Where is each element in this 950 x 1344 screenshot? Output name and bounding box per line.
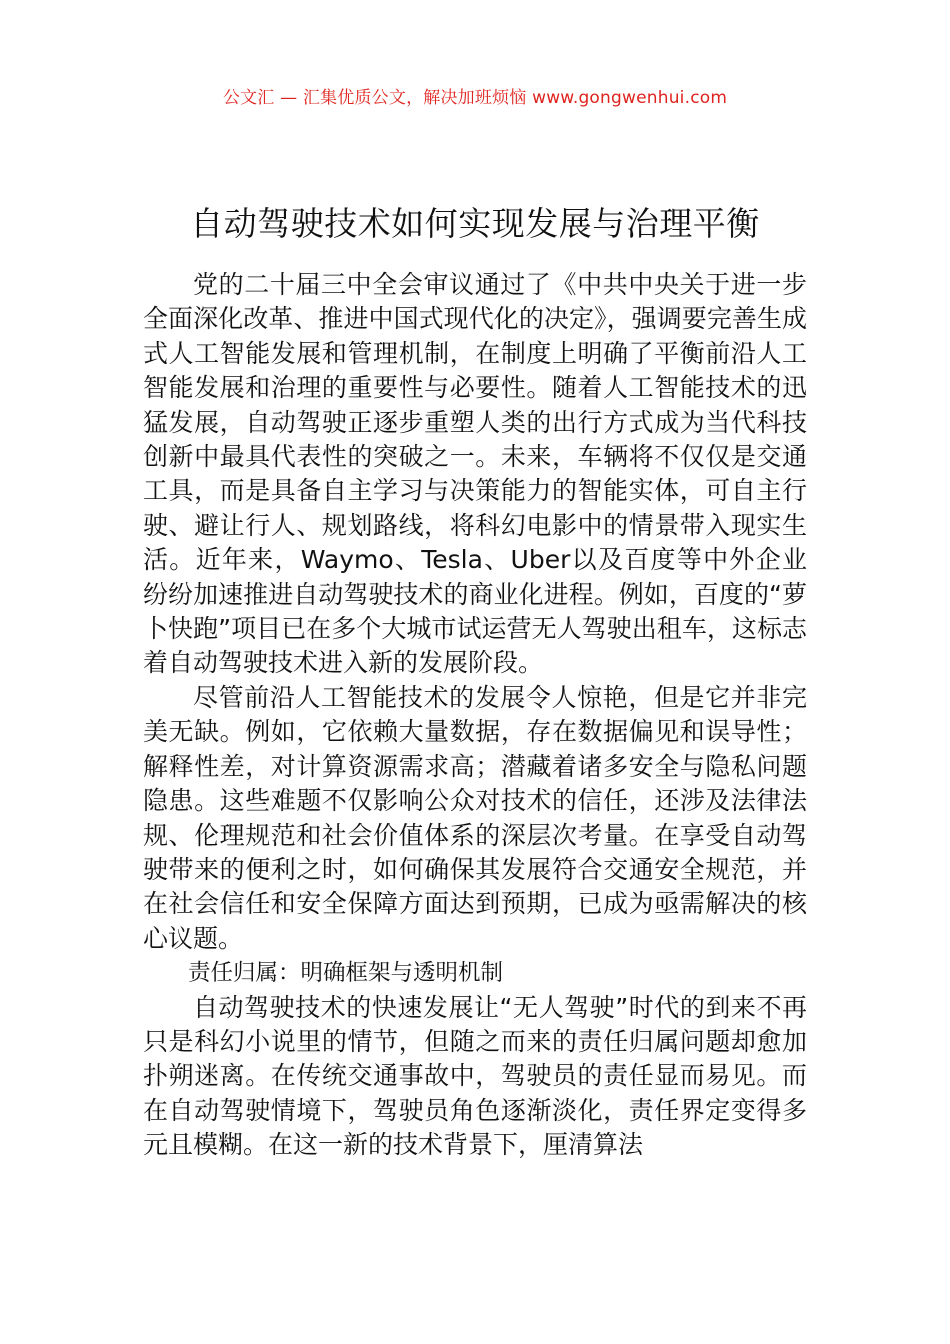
- body-paragraph: 党的二十届三中全会审议通过了《中共中央关于进一步全面深化改革、推进中国式现代化的决定》，强调要完善生成式人工智能发展和管理机制，在制度上明确了平衡前沿人工智能发展和治理的重要性与必要性。随着人工智能技术的迅猛发展，自动驾驶正逐步重塑人类的出行方式成为当代科技创新中最具代表性的突破之一。未来，车辆将不仅仅是交通工具，而是具备自主学习与决策能力的智能实体，可自主行驶、避让行人、规划路线，将科幻电影中的情景带入现实生活。近年来，Waymo、Tesla、Uber以及百度等中外企业纷纷加速推进自动驾驶技术的商业化进程。例如，百度的“萝卜快跑”项目已在多个大城市试运营无人驾驶出租车，这标志着自动驾驶技术进入新的发展阶段。: [143, 270, 807, 678]
- body-paragraph: 尽管前沿人工智能技术的发展令人惊艳，但是它并非完美无缺。例如，它依赖大量数据，存在数据偏见和误导性；解释性差，对计算资源需求高；潜藏着诸多安全与隐私问题隐患。这些难题不仅影响公众对技术的信任，还涉及法律法规、伦理规范和社会价值体系的深层次考量。在享受自动驾驶带来的便利之时，如何确保其发展符合交通安全规范，并在社会信任和安全保障方面达到预期，已成为亟需解决的核心议题。: [143, 682, 807, 953]
- section-subheading: 责任归属：明确框架与透明机制: [188, 960, 504, 987]
- body-paragraph: 自动驾驶技术的快速发展让“无人驾驶”时代的到来不再只是科幻小说里的情节，但随之而来的责任归属问题却愈加扑朔迷离。在传统交通事故中，驾驶员的责任显而易见。而在自动驾驶情境下，驾驶员角色逐渐淡化，责任界定变得多元且模糊。在这一新的技术背景下，厘清算法: [143, 992, 807, 1160]
- document-title: 自动驾驶技术如何实现发展与治理平衡: [190, 204, 760, 244]
- document-body: [143, 268, 807, 1163]
- site-banner: 公文汇 — 汇集优质公文，解决加班烦恼 www.gongwenhui.com: [222, 88, 728, 108]
